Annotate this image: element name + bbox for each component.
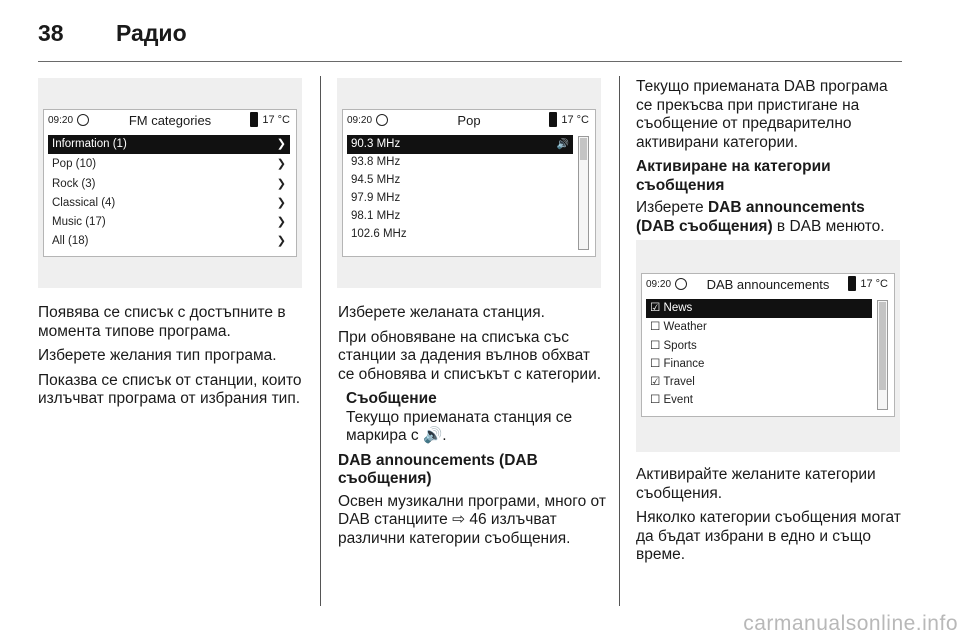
speaker-icon: 🔊	[556, 139, 569, 150]
announcement-item[interactable]: ☐ Finance	[650, 358, 705, 370]
page-header	[38, 16, 902, 62]
pop-stations-screenshot	[337, 78, 601, 288]
announcement-item[interactable]: ☐ Sports	[650, 340, 697, 352]
station-item[interactable]: 90.3 MHz 🔊	[347, 135, 573, 154]
paragraph: Изберете DAB announcements (DAB съобщения) в DAB менюто.	[636, 199, 885, 235]
category-item[interactable]: Pop (10) ❯	[48, 155, 290, 174]
chevron-right-icon: ❯	[276, 216, 286, 228]
category-item[interactable]: Classical (4) ❯	[48, 194, 290, 213]
fm-categories-screen	[43, 109, 297, 257]
station-item[interactable]: 102.6 MHz	[351, 228, 407, 240]
paragraph: Изберете желаната станция.	[338, 304, 545, 321]
paragraph: Показва се списък от станции, които излъчват програма от избрания тип.	[38, 371, 302, 407]
announcement-item[interactable]: ☑ Travel	[650, 376, 695, 388]
column-2-text	[338, 304, 606, 554]
chevron-right-icon: ❯	[276, 158, 286, 170]
announcement-item[interactable]: ☐ Event	[650, 394, 693, 406]
dab-announcements-screen	[641, 273, 895, 417]
temperature: 17 °C	[262, 114, 290, 126]
clock-time: 09:20	[347, 115, 373, 126]
scrollbar-thumb[interactable]	[879, 302, 886, 390]
checkbox-icon: ☐	[650, 340, 661, 352]
dab-announcements-screenshot	[636, 240, 900, 452]
category-item[interactable]: Information (1) ❯	[48, 135, 290, 154]
category-item[interactable]: Rock (3) ❯	[48, 175, 290, 194]
status-bar	[642, 274, 894, 297]
station-item[interactable]: 97.9 MHz	[351, 192, 401, 204]
chevron-right-icon: ❯	[276, 138, 286, 150]
temperature: 17 °C	[860, 278, 888, 290]
paragraph: Освен музикални програми, много от DAB станциите ⇨ 46 излъчват различни категории съобщения.	[338, 492, 606, 547]
page-title: Радио	[116, 20, 187, 46]
scrollbar-thumb[interactable]	[580, 138, 587, 160]
column-1-text	[38, 304, 304, 415]
paragraph: Появява се списък с достъпните в момента типове програма.	[38, 304, 286, 340]
temperature: 17 °C	[561, 114, 589, 126]
status-bar	[343, 110, 595, 133]
page-number: 38	[38, 20, 64, 46]
category-item[interactable]: Music (17) ❯	[48, 213, 290, 232]
phone-icon	[250, 112, 258, 127]
paragraph: При обновяване на списъка със станции за дадения вълнов обхват се обновява и списъкът с категории.	[338, 328, 602, 383]
station-item[interactable]: 93.8 MHz	[351, 156, 401, 168]
section-heading: DAB announcements (DAB съобщения)	[338, 451, 538, 487]
paragraph: Изберете желания тип програма.	[38, 347, 277, 364]
chevron-right-icon: ❯	[276, 235, 286, 247]
menu-reference: DAB announcements (DAB съобщения)	[636, 199, 865, 235]
checkbox-icon: ☐	[650, 358, 661, 370]
station-item[interactable]: 94.5 MHz	[351, 174, 401, 186]
category-item[interactable]: All (18) ❯	[48, 232, 290, 251]
column-3-text-top	[636, 78, 904, 242]
phone-icon	[848, 276, 856, 291]
checkbox-icon: ☐	[650, 321, 661, 333]
note-body: Текущо приеманата станция се маркира с 🔊.	[346, 408, 573, 444]
checkbox-checked-icon: ☑	[650, 376, 661, 388]
note-box	[338, 390, 606, 446]
announcement-item[interactable]: ☑ News	[646, 299, 872, 318]
column-divider	[619, 76, 620, 606]
checkbox-checked-icon: ☑	[650, 302, 661, 314]
watermark: carmanualsonline.info	[743, 612, 958, 635]
column-divider	[320, 76, 321, 606]
pop-stations-screen	[342, 109, 596, 257]
scrollbar[interactable]	[877, 300, 888, 410]
clock-time: 09:20	[48, 115, 74, 126]
paragraph: Текущо приеманата DAB програма се прекъсва при пристигане на съобщение от предварително активирани категории.	[636, 78, 888, 151]
clock-time: 09:20	[646, 279, 672, 290]
station-item[interactable]: 98.1 MHz	[351, 210, 401, 222]
checkbox-icon: ☐	[650, 394, 661, 406]
screen-title: DAB announcements	[706, 277, 830, 292]
scrollbar[interactable]	[578, 136, 589, 250]
phone-icon	[549, 112, 557, 127]
status-bar	[44, 110, 296, 133]
paragraph: Няколко категории съобщения могат да бъдат избрани в едно и също време.	[636, 509, 901, 563]
fm-categories-screenshot	[38, 78, 302, 288]
note-title: Съобщение	[346, 390, 437, 407]
announcement-item[interactable]: ☐ Weather	[650, 321, 707, 333]
screen-title: FM categories	[128, 113, 212, 128]
chevron-right-icon: ❯	[276, 178, 286, 190]
column-3-text-bottom	[636, 466, 904, 571]
paragraph: Активирайте желаните категории съобщения.	[636, 466, 876, 502]
section-heading: Активиране на категории съобщения	[636, 158, 831, 194]
chevron-right-icon: ❯	[276, 197, 286, 209]
screen-title: Pop	[457, 113, 481, 128]
